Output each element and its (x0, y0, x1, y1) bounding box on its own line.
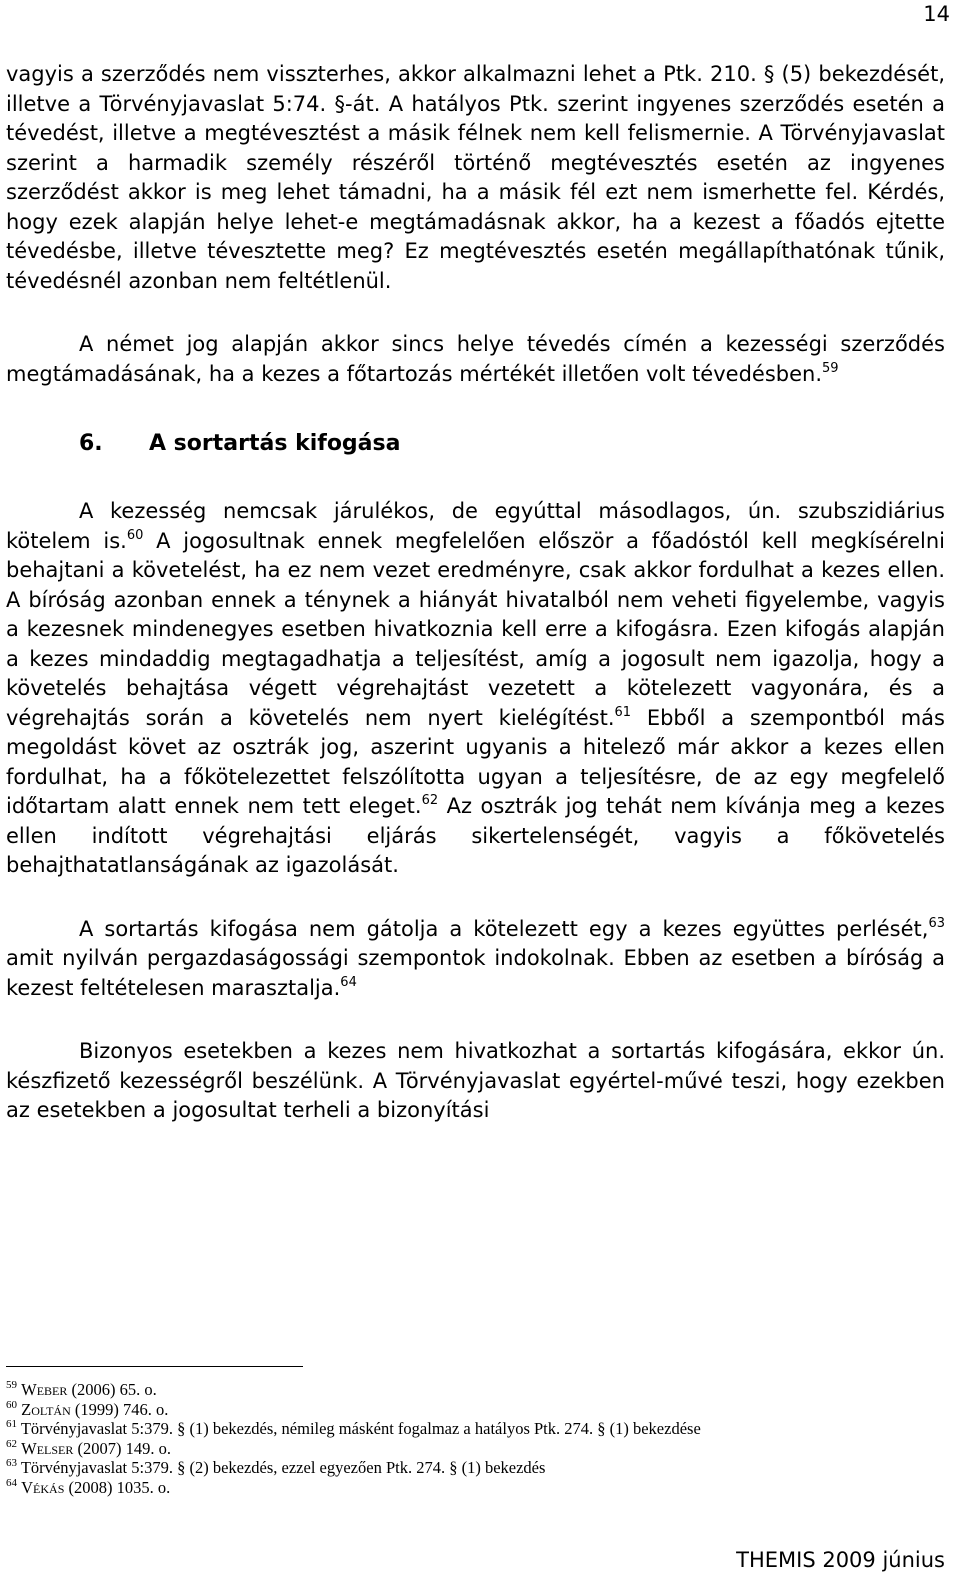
footnote: $^{64}$ Vékás (2008) 1035. o. (6, 1476, 171, 1497)
paragraph: A kezesség nemcsak járulékos, de egyúttal másodlagos, ún. szubszidiárius kötelem is.$^{60}$ A jogosultnak ennek megfelelően először a főadóstól kell megkísérelni behajtani a követelést, ha ez nem vezet eredményre, csak akkor fordulhat a kezes ellen. A bíróság azonban ennek a ténynek a hiányát hivatalból nem veheti figyelembe, vagyis a kezesnek mindenegyes esetben hivatkoznia kell erre a kifogásra. Ezen kifogás alapján a kezes mindaddig megtagadhatja a teljesítést, amíg a jogosult nem igazolja, hogy a követelés behajtása végett végrehajtást vezetett a kötelezett vagyonára, és a végrehajtás során a követelés nem nyert kielégítést.$^{61}$ Ebből a szempontból más megoldást követ az osztrák jog, aszerint ugyanis a hitelező már akkor a kezes ellen fordulhat, ha a főkötelezettet felszólította ugyan a teljesítésre, de az egy megfelelő időtartam alatt ennek nem tett eleget.$^{62}$ Az osztrák jog tehát nem kívánja meg a kezes ellen indított végrehajtási eljárás sikertelenségét, vagyis a főkövetelés behajthatatlanságának az igazolását. (6, 499, 945, 877)
page-number: 14 (923, 2, 950, 26)
footnote-ref[interactable]: 60 (126, 527, 144, 543)
footnote-ref[interactable]: 61 (614, 704, 632, 720)
footnote: $^{62}$ Welser (2007) 149. o. (6, 1437, 171, 1458)
page-footer: THEMIS 2009 június (736, 1548, 945, 1572)
section-number: 6. (79, 431, 103, 456)
footnote: $^{61}$ Törvényjavaslat 5:379. § (1) bekezdés, némileg másként fogalmaz a hatályos Ptk. 274. § (1) bekezdése (6, 1418, 701, 1438)
footnote: $^{63}$ Törvényjavaslat 5:379. § (2) bekezdés, ezzel egyezően Ptk. 274. § (1) bekezdés (6, 1457, 546, 1477)
footnote-ref[interactable]: 62 (421, 793, 439, 808)
section-heading (6, 429, 945, 459)
footnotes (6, 1380, 945, 1497)
footnote-ref[interactable]: 64 (340, 974, 357, 990)
body-text (6, 60, 945, 1126)
paragraph: A sortartás kifogása nem gátolja a kötelezett egy a kezes együttes perlését,$^{63}$ amit nyilván pergazdaságossági szempontok indokolnak. Ebben az esetben a bíróság a kezest feltételesen marasztalja.$^{64}$ (6, 915, 945, 1000)
footnote-ref[interactable]: 63 (928, 915, 945, 931)
paragraph: vagyis a szerződés nem visszterhes, akkor alkalmazni lehet a Ptk. 210. § (5) bekezdését, illetve a Törvényjavaslat 5:74. §-át. A hatályos Ptk. szerint ingyenes szerződés esetén a tévedést, illetve a megtévesztést a másik félnek nem kell felismernie. A Törvényjavaslat szerint a harmadik személy részéről történő megtévesztés esetén az ingyenes szerződést akkor is meg lehet támadni, ha a másik fél ezt nem ismerhette fel. Kérdés, hogy ezek alapján helye lehet-e megtámadásnak akkor, ha a kezest a főadós ejtette tévedésbe, illetve tévesztette meg? Ez megtévesztés esetén megállapíthatónak tűnik, tévedésnél azonban nem feltétlenül. (6, 62, 945, 293)
paragraph: A német jog alapján akkor sincs helye tévedés címén a kezességi szerződés megtámadásának, ha a kezes a főtartozás mértékét illetően volt tévedésben.$^{59}$ (6, 332, 945, 386)
paragraph: Bizonyos esetekben a kezes nem hivatkozhat a sortartás kifogására, ekkor ún. készfizető kezességről beszélünk. A Törvényjavaslat egyértel-művé teszi, hogy ezekben az esetekben a jogosultat terheli a bizonyítási (6, 1039, 945, 1122)
footnote-ref[interactable]: 59 (822, 360, 839, 376)
footnote: $^{60}$ Zoltán (1999) 746. o. (6, 1398, 169, 1419)
footnote: $^{59}$ Weber (2006) 65. o. (6, 1379, 157, 1399)
section-title: A sortartás kifogása (149, 431, 401, 456)
footnote-separator (6, 1366, 303, 1367)
